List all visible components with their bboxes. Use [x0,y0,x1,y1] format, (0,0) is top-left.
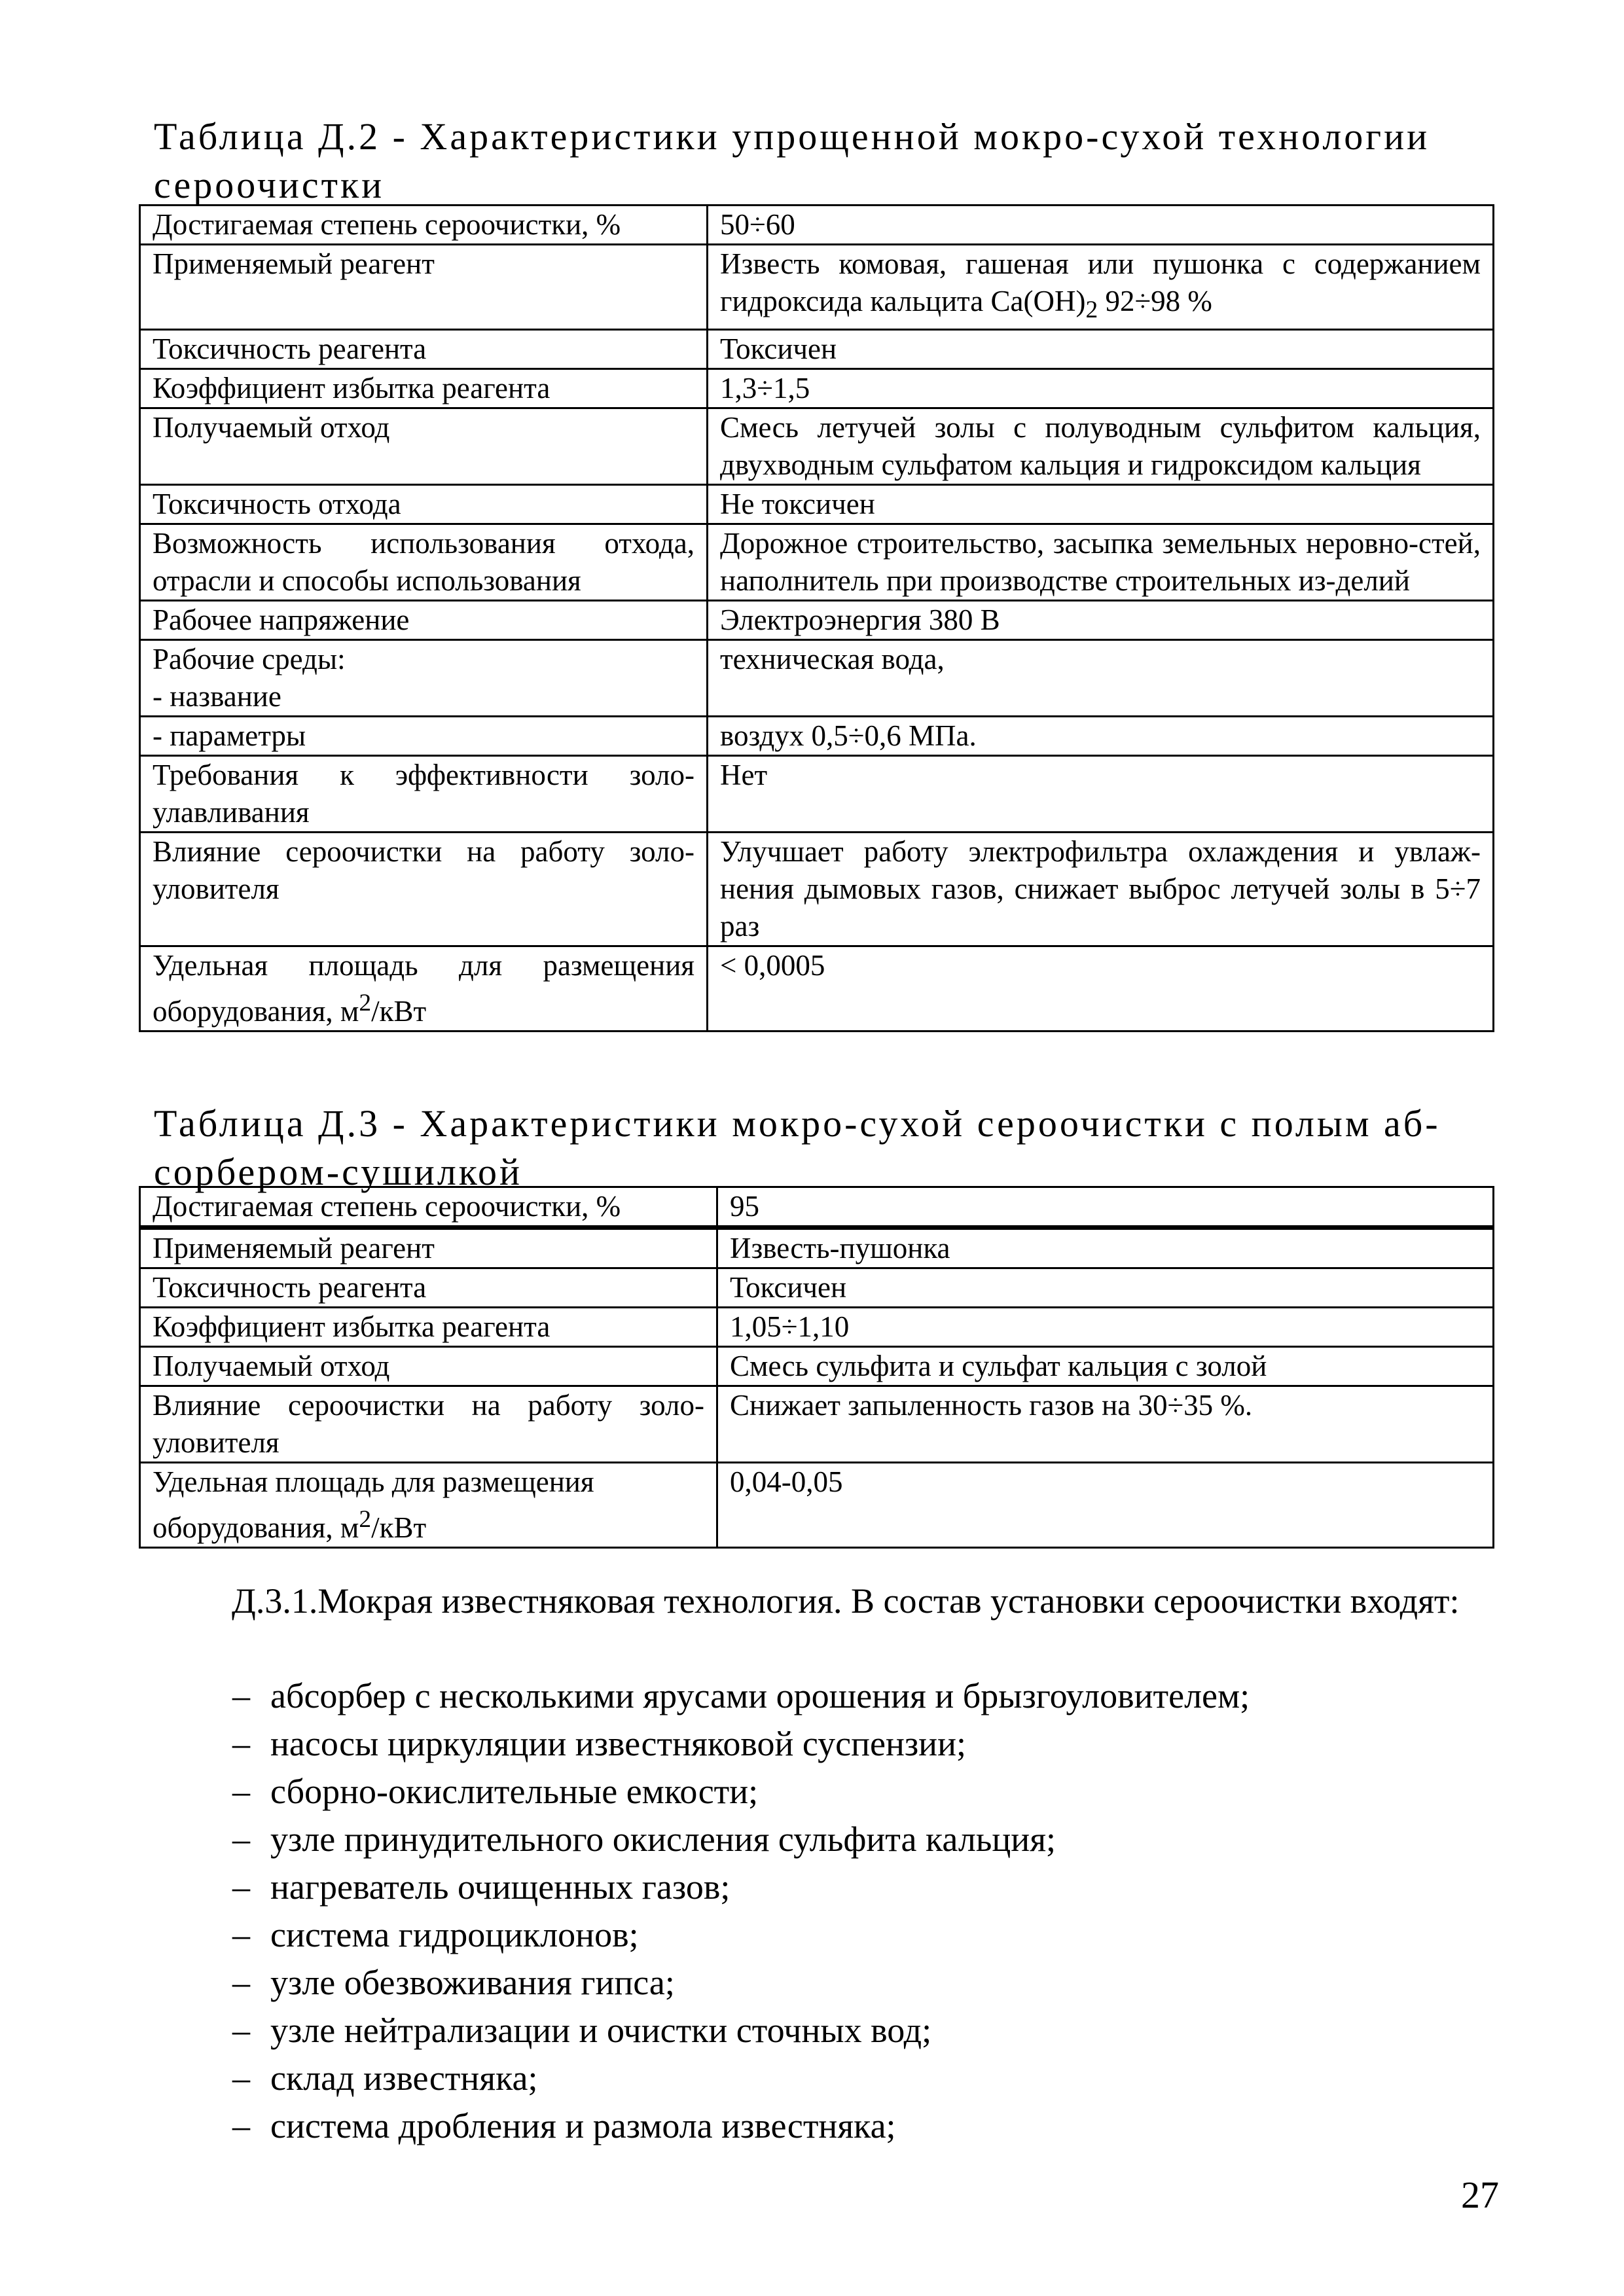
row-value: < 0,0005 [708,946,1494,1031]
table3-caption: Таблица Д.3 - Характеристики мокро-сухой сероочистки с полым аб-сорбером-сушилкой [154,1102,1441,1193]
row-label: - параметры [140,717,708,756]
component-list [232,1672,1476,2150]
table-row [140,1187,1494,1228]
dash-bullet: – [232,1915,250,1954]
row-label: Токсичность отхода [140,485,708,524]
list-item-text: сборно-окислительные емкости; [270,1772,759,1811]
dash-bullet: – [232,1772,250,1811]
row-label [140,640,708,717]
page-number: 27 [1461,2174,1499,2216]
table-row [140,756,1494,833]
list-item [232,1720,1476,1768]
superscript: 2 [359,1506,372,1533]
list-item-text: насосы циркуляции известняковой суспензии; [270,1724,966,1763]
table2-caption: Таблица Д.2 - Характеристики упрощенной мокро-сухой технологии сероочистки [154,115,1430,206]
list-item [232,1768,1476,1816]
row-label [140,1463,717,1548]
list-item [232,1863,1476,1911]
row-value: 1,3÷1,5 [708,369,1494,408]
label-text: Удельная площадь для размещения оборудования, м [153,949,695,1028]
row-label: Получаемый отход [140,408,708,485]
list-item-text: абсорбер с несколькими ярусами орошения и брызгоуловителем; [270,1676,1250,1715]
row-label [140,946,708,1031]
dash-bullet: – [232,1867,250,1907]
list-item [232,2102,1476,2150]
value-text: 92÷98 % [1098,285,1212,317]
table-row [140,1308,1494,1347]
list-item [232,2054,1476,2102]
row-value: Нет [708,756,1494,833]
list-item-text: узле нейтрализации и очистки сточных вод; [270,2011,932,2050]
list-item [232,1816,1476,1863]
subscript: 2 [1085,296,1098,323]
dash-bullet: – [232,1820,250,1859]
row-value: Токсичен [708,330,1494,369]
row-label: Применяемый реагент [140,245,708,330]
list-item-text: узле принудительного окисления сульфита кальция; [270,1820,1056,1859]
row-value: Не токсичен [708,485,1494,524]
row-value: 0,04-0,05 [717,1463,1494,1548]
table-row [140,408,1494,485]
row-value: Смесь сульфита и сульфат кальция с золой [717,1347,1494,1386]
table-row [140,1268,1494,1308]
dash-bullet: – [232,2011,250,2050]
row-value: Улучшает работу электрофильтра охлаждения и увлаж-нения дымовых газов, снижает выброс летучей золы в 5÷7 раз [708,833,1494,946]
row-label: Влияние сероочистки на работу золо-уловителя [140,1386,717,1463]
dash-bullet: – [232,2106,250,2145]
table-row [140,330,1494,369]
table-row [140,369,1494,408]
table-row [140,1386,1494,1463]
table-row [140,1228,1494,1268]
row-label: Коэффициент избытка реагента [140,369,708,408]
row-label: Коэффициент избытка реагента [140,1308,717,1347]
row-label: Рабочее напряжение [140,601,708,640]
row-value: Известь-пушонка [717,1228,1494,1268]
label-line: - название [153,680,281,713]
list-item-text: система дробления и размола известняка; [270,2106,896,2145]
row-value: техническая вода, [708,640,1494,717]
row-value: Снижает запыленность газов на 30÷35 %. [717,1386,1494,1463]
row-value: Смесь летучей золы с полуводным сульфитом кальция, двухводным сульфатом кальция и гидроксидом кальция [708,408,1494,485]
row-label: Достигаемая степень сероочистки, % [140,206,708,245]
dash-bullet: – [232,1963,250,2002]
label-line: Рабочие среды: [153,643,346,675]
table-row [140,1347,1494,1386]
row-value: Токсичен [717,1268,1494,1308]
value-text: Известь комовая, гашеная или пушонка с содержанием гидроксида кальцита Ca(OH) [720,247,1481,317]
row-value: Дорожное строительство, засыпка земельных неровно-стей, наполнитель при производстве строительных из-делий [708,524,1494,601]
list-item [232,1672,1476,1720]
row-label: Токсичность реагента [140,330,708,369]
table-row [140,601,1494,640]
row-label: Требования к эффективности золо-улавливания [140,756,708,833]
table-row [140,1463,1494,1548]
label-text: Удельная площадь для размещения оборудования, м [153,1465,594,1544]
list-item-text: нагреватель очищенных газов; [270,1867,731,1907]
row-value: воздух 0,5÷0,6 МПа. [708,717,1494,756]
row-label: Возможность использования отхода, отрасли и способы использования [140,524,708,601]
dash-bullet: – [232,1676,250,1715]
table-row [140,640,1494,717]
row-value [708,245,1494,330]
row-value: 50÷60 [708,206,1494,245]
list-item-text: склад известняка; [270,2058,538,2098]
label-text: /кВт [371,995,427,1028]
superscript: 2 [359,990,372,1016]
table-row [140,833,1494,946]
table-row [140,946,1494,1031]
row-label: Применяемый реагент [140,1228,717,1268]
row-value: 1,05÷1,10 [717,1308,1494,1347]
table-row [140,206,1494,245]
row-label: Влияние сероочистки на работу золо-уловителя [140,833,708,946]
table3 [139,1186,1494,1549]
section-intro: Д.3.1.Мокрая известняковая технология. В состав установки сероочистки входят: [232,1581,1460,1621]
list-item [232,1959,1476,2007]
list-item [232,2007,1476,2054]
table-row [140,485,1494,524]
row-label: Получаемый отход [140,1347,717,1386]
list-item-text: система гидроциклонов; [270,1915,639,1954]
row-value: 95 [717,1187,1494,1228]
table-row [140,524,1494,601]
label-text: /кВт [371,1511,427,1544]
dash-bullet: – [232,1724,250,1763]
table2 [139,204,1494,1032]
row-label: Токсичность реагента [140,1268,717,1308]
list-item [232,1911,1476,1959]
row-value: Электроэнергия 380 В [708,601,1494,640]
row-label: Достигаемая степень сероочистки, % [140,1187,717,1228]
list-item-text: узле обезвоживания гипса; [270,1963,675,2002]
table-row [140,245,1494,330]
table-row [140,717,1494,756]
dash-bullet: – [232,2058,250,2098]
